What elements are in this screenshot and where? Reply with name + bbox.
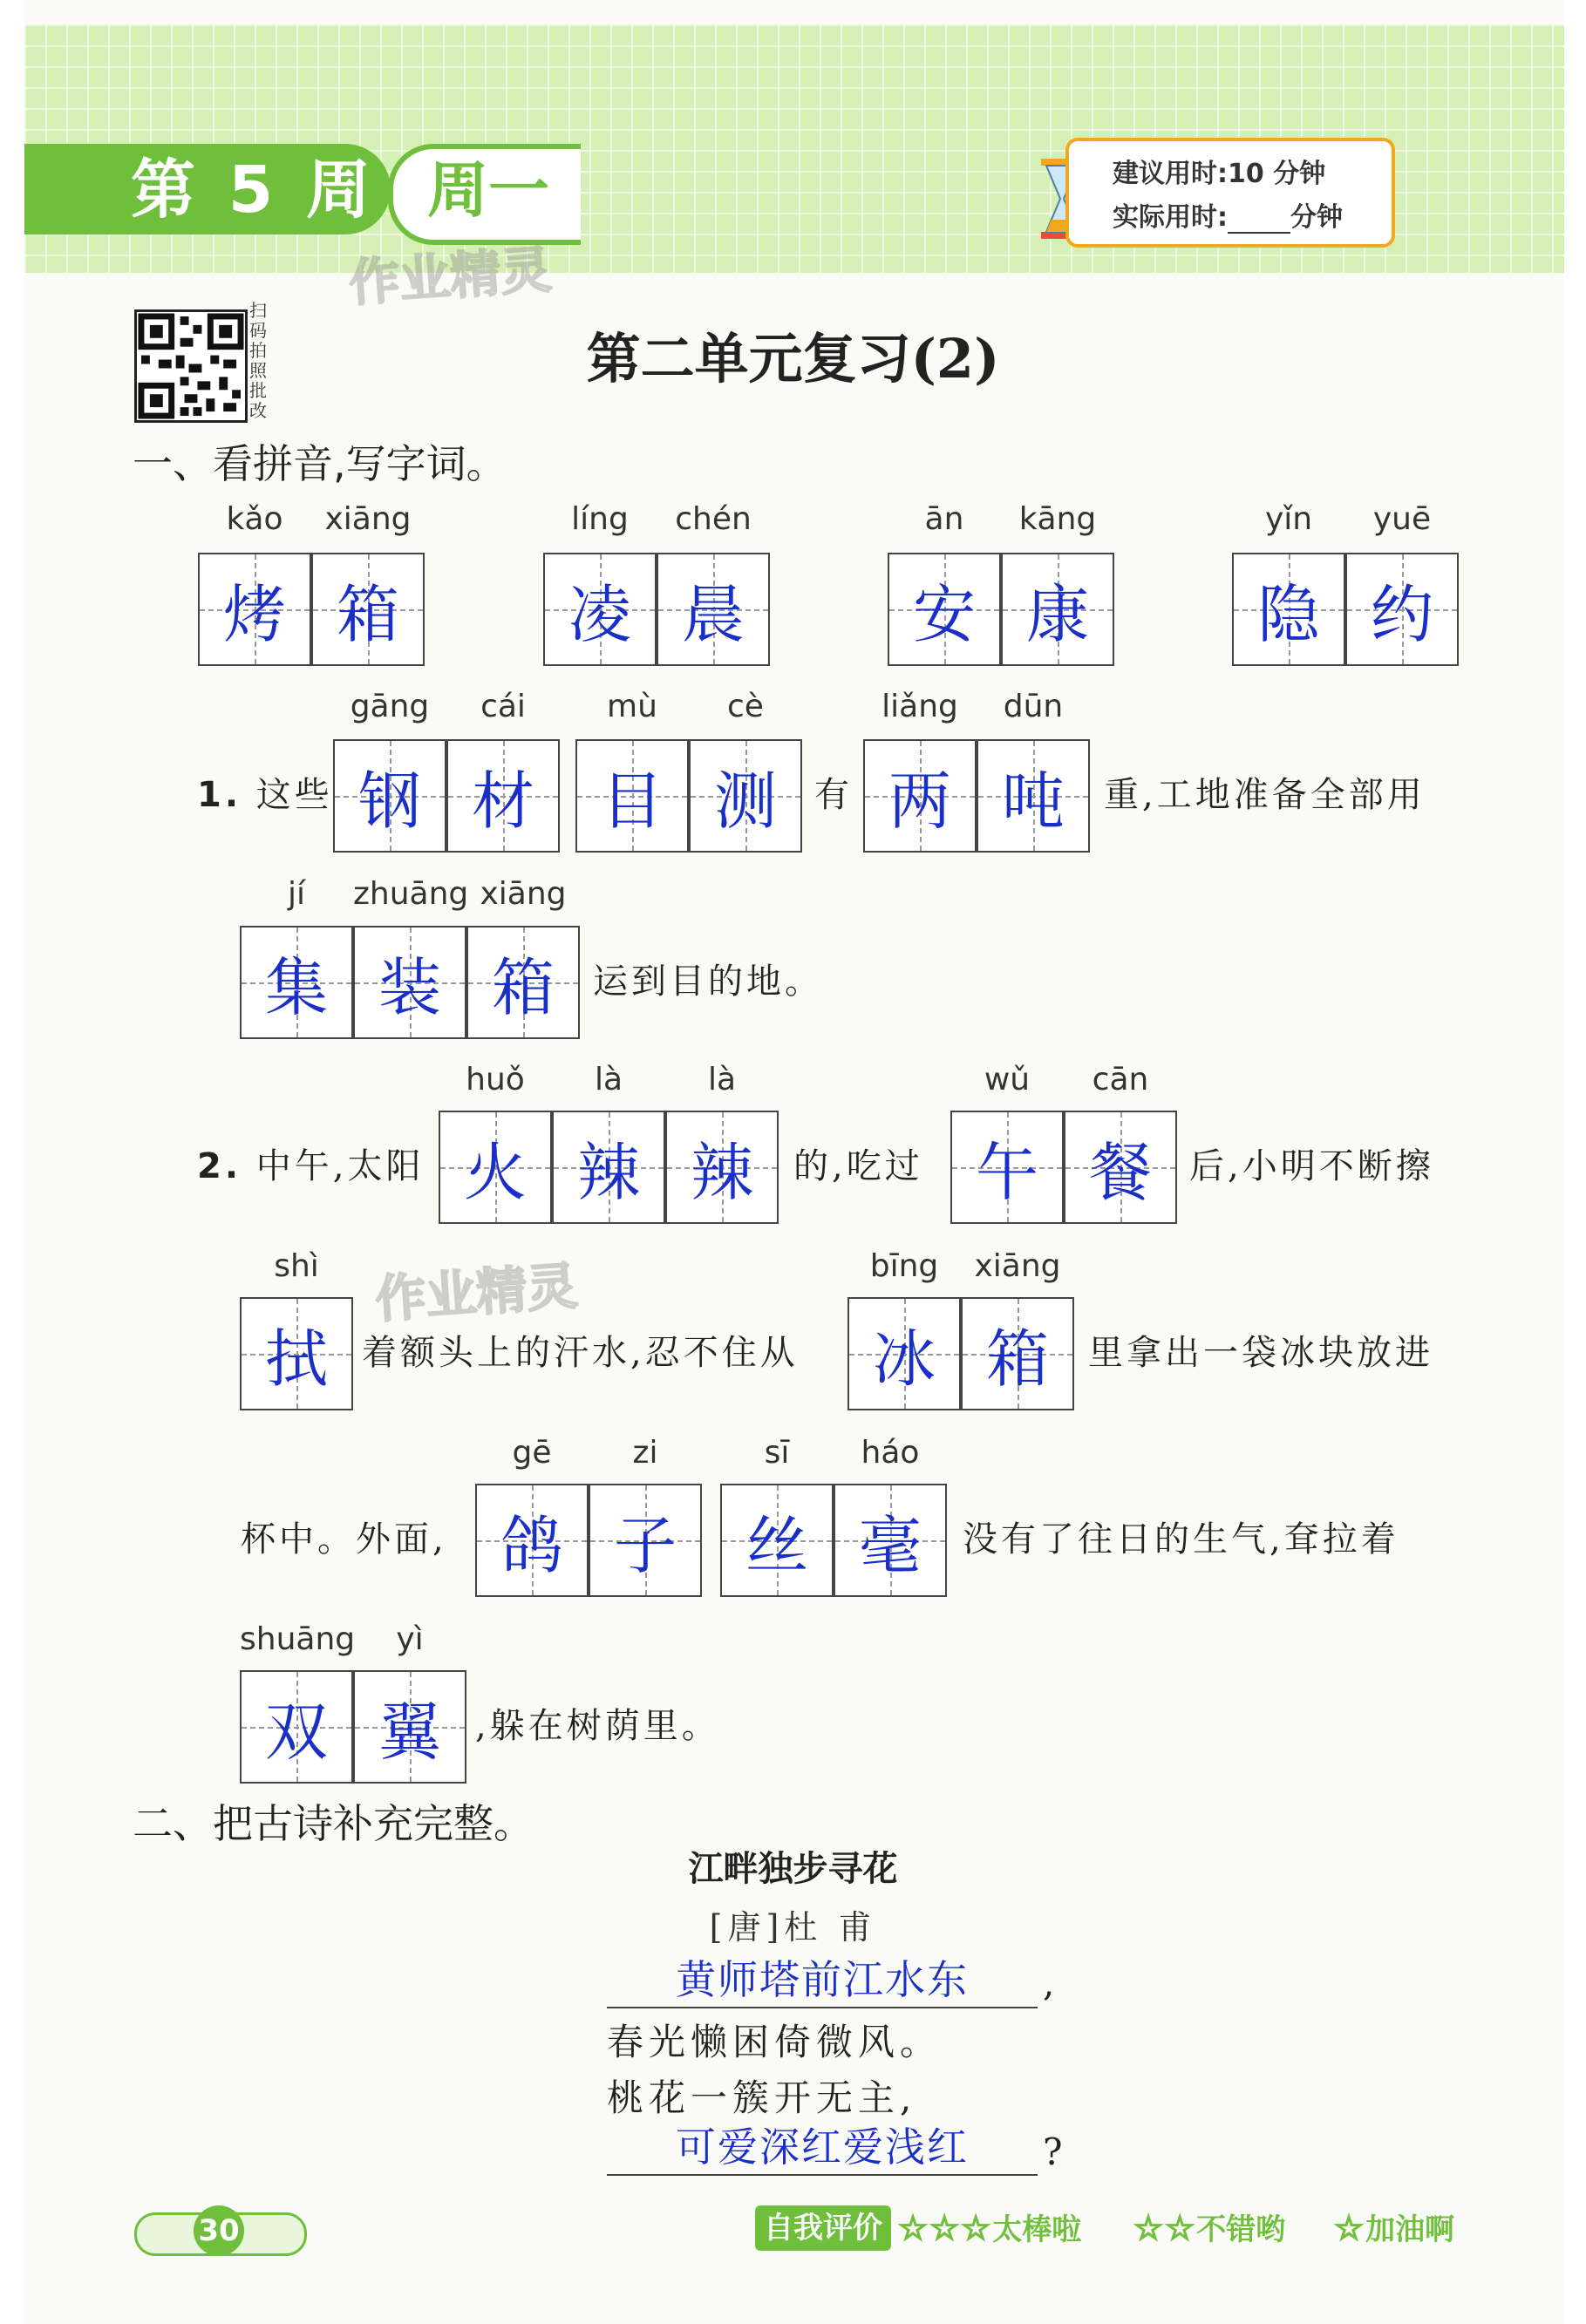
poem-title: 江畔独步寻花: [688, 1849, 898, 1889]
watermark: 作业精灵: [347, 239, 554, 313]
sentence-text: 杯中。外面,: [241, 1519, 447, 1560]
pinyin: wǔ: [984, 1062, 1031, 1097]
answer-char: 冰: [872, 1322, 936, 1396]
char-cell[interactable]: [353, 926, 466, 1039]
pinyin: bīng: [869, 1248, 939, 1284]
actual-time: [1113, 195, 1343, 234]
char-cell[interactable]: [888, 553, 1001, 666]
pinyin: mù: [607, 689, 657, 724]
question-1-text: [197, 767, 333, 817]
char-cell[interactable]: [720, 1484, 834, 1597]
answer-char: 毫: [858, 1509, 922, 1582]
char-cell[interactable]: [552, 1111, 665, 1224]
answer-char: 餐: [1088, 1136, 1152, 1209]
self-eval-label: 自我评价: [755, 2205, 891, 2251]
section-heading-2: 二、把古诗补充完整。: [133, 1800, 534, 1847]
answer-char: 辣: [690, 1136, 753, 1209]
time-box: [1065, 138, 1395, 248]
page-title: 第二单元复习(2): [586, 327, 1000, 391]
poem-author: [唐]杜 甫: [709, 1908, 877, 1947]
pinyin: cái: [480, 689, 526, 724]
answer-char: 鸽: [500, 1509, 563, 1582]
pinyin: jí: [287, 876, 305, 912]
sentence-text: 没有了往日的生气,耷拉着: [963, 1519, 1399, 1560]
answer-char: 箱: [491, 951, 555, 1024]
question-number: 2.: [197, 1146, 242, 1186]
sentence-text: 着额头上的汗水,忍不住从: [362, 1333, 799, 1373]
char-cell[interactable]: [1064, 1111, 1177, 1224]
pinyin: shì: [274, 1248, 319, 1284]
sentence-text: 这些: [255, 775, 333, 815]
answer-char: 装: [378, 951, 441, 1024]
star-icon: ☆: [1334, 2209, 1366, 2247]
char-cell[interactable]: [353, 1670, 466, 1784]
qr-label-char: 码: [249, 320, 267, 341]
pinyin: háo: [861, 1435, 920, 1471]
sentence-text: 的,吃过: [793, 1146, 923, 1186]
answer-char: 晨: [681, 578, 745, 651]
rating-label: 太棒啦: [992, 2212, 1082, 2247]
answer-char: 集: [264, 951, 328, 1024]
pinyin: sī: [764, 1435, 790, 1471]
answer-char: 烤: [222, 578, 286, 651]
poem-line: 春光懒困倚微风。: [607, 2021, 943, 2063]
answer-char: 安: [912, 578, 976, 651]
poem-answer-field[interactable]: 黄师塔前江水东: [607, 1953, 1038, 2008]
question-number: 1.: [197, 775, 242, 815]
pinyin: zi: [632, 1435, 658, 1471]
answer-char: 材: [471, 764, 534, 838]
pinyin: yì: [396, 1621, 424, 1657]
rating-excellent[interactable]: [898, 2205, 1081, 2251]
answer-char: 双: [264, 1695, 328, 1769]
pinyin: shuāng: [240, 1621, 356, 1657]
pinyin: là: [594, 1062, 623, 1097]
question-2-text: [197, 1138, 424, 1188]
pinyin: chén: [675, 501, 752, 537]
char-cell[interactable]: [657, 553, 770, 666]
qr-label-char: 改: [249, 400, 267, 421]
day-label: 周一: [427, 154, 549, 226]
char-cell[interactable]: [589, 1484, 702, 1597]
char-cell[interactable]: [240, 1297, 353, 1410]
char-cell[interactable]: [240, 926, 353, 1039]
pinyin: zhuāng: [353, 876, 469, 912]
char-cell[interactable]: [847, 1297, 961, 1410]
pinyin: kǎo: [226, 501, 283, 537]
sentence-text: 后,小明不断擦: [1189, 1146, 1434, 1186]
char-cell[interactable]: [475, 1484, 589, 1597]
actual-time-unit: 分钟: [1290, 202, 1343, 233]
pinyin: yǐn: [1264, 501, 1313, 537]
answer-char: 子: [613, 1509, 677, 1582]
char-cell[interactable]: [961, 1297, 1074, 1410]
char-cell[interactable]: [1001, 553, 1114, 666]
actual-time-label: 实际用时:: [1113, 202, 1228, 233]
poem-line: 桃花一簇开无主,: [607, 2076, 917, 2119]
sentence-text: 有: [814, 775, 853, 815]
sentence-text: ,躲在树荫里。: [475, 1706, 720, 1746]
pinyin: dūn: [1003, 689, 1064, 724]
qr-label-char: 拍: [249, 340, 267, 361]
answer-char: 箱: [985, 1322, 1049, 1396]
char-cell[interactable]: [198, 553, 311, 666]
answer-char: 辣: [576, 1136, 640, 1209]
answer-char: 吨: [1001, 764, 1065, 838]
poem-answer-field[interactable]: 可爱深红爱浅红: [607, 2120, 1038, 2176]
char-cell[interactable]: [543, 553, 657, 666]
pinyin: kāng: [1018, 501, 1097, 537]
pinyin: gē: [512, 1435, 552, 1471]
char-cell[interactable]: [834, 1484, 947, 1597]
answer-char: 火: [463, 1136, 527, 1209]
char-cell[interactable]: [446, 739, 560, 853]
char-cell[interactable]: [689, 739, 802, 853]
answer-char: 隐: [1256, 578, 1320, 651]
char-cell[interactable]: [1232, 553, 1345, 666]
pinyin: cè: [727, 689, 764, 724]
char-cell[interactable]: [466, 926, 580, 1039]
answer-char: 丝: [745, 1509, 808, 1582]
char-cell[interactable]: [863, 739, 977, 853]
qr-label-char: 批: [249, 380, 267, 401]
char-cell[interactable]: [311, 553, 425, 666]
pinyin: xiāng: [480, 876, 567, 912]
week-label: 第 5 周: [131, 153, 377, 228]
answer-char: 拭: [264, 1322, 328, 1396]
rating-keep-going[interactable]: [1334, 2205, 1454, 2251]
char-cell[interactable]: [240, 1670, 353, 1784]
sentence-text: 重,工地准备全部用: [1104, 775, 1426, 815]
pinyin: yuē: [1372, 501, 1432, 537]
actual-time-blank[interactable]: [1228, 207, 1290, 234]
qr-label-char: 扫: [249, 300, 267, 321]
char-cell[interactable]: [439, 1111, 552, 1224]
qr-label-char: 照: [249, 360, 267, 381]
rating-label: 不错哟: [1196, 2212, 1286, 2247]
sentence-text: 运到目的地。: [593, 962, 823, 1002]
rating-label: 加油啊: [1365, 2212, 1455, 2247]
char-cell[interactable]: [665, 1111, 779, 1224]
char-cell[interactable]: [575, 739, 689, 853]
sentence-text: 里拿出一袋冰块放进: [1088, 1333, 1433, 1373]
star-icon: ☆☆☆: [898, 2209, 993, 2247]
pinyin: ān: [924, 501, 964, 537]
answer-char: 翼: [378, 1695, 441, 1769]
pinyin: liǎng: [881, 689, 958, 724]
suggested-time: 建议用时:10 分钟: [1113, 159, 1326, 189]
answer-char: 凌: [568, 578, 631, 651]
pinyin: cān: [1092, 1062, 1149, 1097]
poem-punctuation: ?: [1043, 2130, 1063, 2173]
sentence-text: 中午,太阳: [255, 1146, 425, 1186]
pinyin: gāng: [350, 689, 430, 724]
answer-char: 约: [1370, 578, 1433, 651]
char-cell[interactable]: [1345, 553, 1459, 666]
section-heading-1: 一、看拼音,写字词。: [133, 440, 507, 487]
answer-char: 午: [975, 1136, 1038, 1209]
watermark: 作业精灵: [373, 1255, 580, 1329]
pinyin: huǒ: [466, 1062, 525, 1097]
answer-char: 目: [600, 764, 664, 838]
answer-char: 两: [888, 764, 951, 838]
pinyin: xiāng: [974, 1248, 1061, 1284]
page-number: 30: [194, 2205, 244, 2256]
pinyin: là: [707, 1062, 737, 1097]
pinyin: xiāng: [324, 501, 412, 537]
char-cell[interactable]: [333, 739, 446, 853]
answer-char: 康: [1025, 578, 1089, 651]
char-cell[interactable]: [977, 739, 1090, 853]
char-cell[interactable]: [950, 1111, 1064, 1224]
poem-punctuation: ,: [1043, 1961, 1055, 2004]
pinyin: líng: [571, 501, 629, 537]
rating-good[interactable]: [1133, 2205, 1285, 2251]
star-icon: ☆☆: [1133, 2209, 1197, 2247]
answer-char: 箱: [336, 578, 399, 651]
answer-char: 测: [713, 764, 777, 838]
answer-char: 钢: [357, 764, 421, 838]
